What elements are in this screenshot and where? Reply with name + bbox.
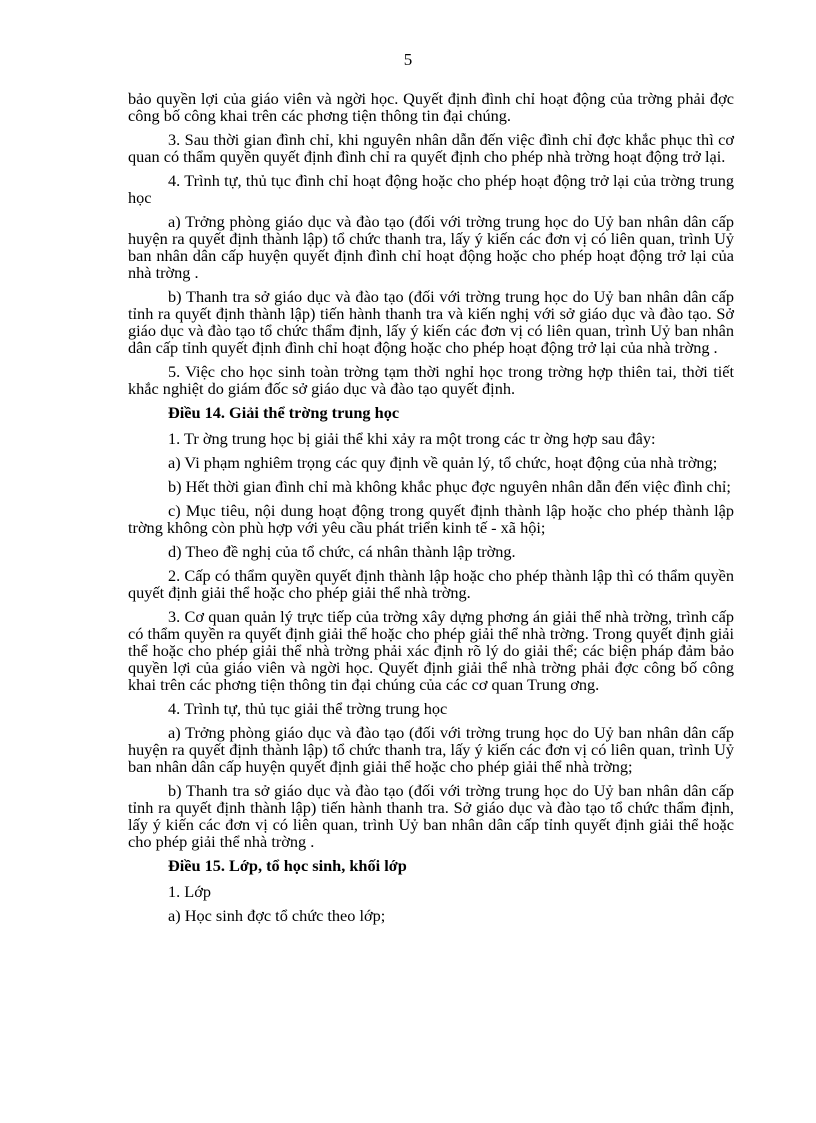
article-heading: Điều 14. Giải thể trờng trung học: [168, 403, 400, 422]
paragraph: 5. Việc cho học sinh toàn trờng tạm thời nghỉ học trong trờng hợp thiên tai, thời tiết khắc nghiệt do giám đốc sở giáo dục và đào tạo quyết định.: [128, 362, 734, 398]
paragraph: 3. Cơ quan quản lý trực tiếp của trờng xây dựng phơng án giải thể nhà trờng, trình cấp có thẩm quyền ra quyết định giải thể hoặc cho phép giải thể nhà trờng. Trong quyết định giải thể hoặc cho phép giải thể nhà trờng phải xác định rõ lý do giải thể; các biện pháp đảm bảo quyền lợi của giáo viên và ngời học. Quyết định giải thể nhà trờng phải đợc công bố công khai trên các phơng tiện thông tin đại chúng của các cơ quan Trung ơng.: [128, 607, 734, 694]
paragraph: 2. Cấp có thẩm quyền quyết định thành lập hoặc cho phép thành lập thì có thẩm quyền quyết định giải thể hoặc cho phép giải thể nhà trờng.: [128, 566, 734, 602]
paragraph: 1. Tr ờng trung học bị giải thể khi xảy ra một trong các tr ờng hợp sau đây:: [168, 429, 656, 448]
paragraph: bảo quyền lợi của giáo viên và ngời học. Quyết định đình chỉ hoạt động của trờng phải đợc công bố công khai trên các phơng tiện thông tin đại chúng.: [128, 89, 734, 125]
paragraph: c) Mục tiêu, nội dung hoạt động trong quyết định thành lập hoặc cho phép thành lập trờng không còn phù hợp với yêu cầu phát triển kinh tế - xã hội;: [128, 501, 734, 537]
paragraph: a) Học sinh đợc tổ chức theo lớp;: [168, 906, 386, 925]
paragraph: 1. Lớp: [168, 882, 211, 901]
paragraph: b) Thanh tra sở giáo dục và đào tạo (đối với trờng trung học do Uỷ ban nhân dân cấp tỉnh ra quyết định thành lập) tiến hành thanh tra. Sở giáo dục và đào tạo tổ chức thẩm định, lấy ý kiến các đơn vị có liên quan, trình Uỷ ban nhân dân cấp tỉnh quyết định giải thể hoặc cho phép giải thể nhà trờng .: [128, 781, 734, 851]
paragraph: b) Thanh tra sở giáo dục và đào tạo (đối với trờng trung học do Uỷ ban nhân dân cấp tỉnh ra quyết định thành lập) tiến hành thanh tra và kiến nghị với sở giáo dục và đào tạo. Sở giáo dục và đào tạo tổ chức thẩm định, lấy ý kiến các đơn vị có liên quan, trình Uỷ ban nhân dân cấp tỉnh quyết định đình chỉ hoạt động hoặc cho phép hoạt động trở lại của nhà trờng .: [128, 287, 734, 357]
paragraph: d) Theo đề nghị của tổ chức, cá nhân thành lập trờng.: [168, 542, 516, 561]
article-heading: Điều 15. Lớp, tổ học sinh, khối lớp: [168, 856, 407, 875]
paragraph: 3. Sau thời gian đình chỉ, khi nguyên nhân dẫn đến việc đình chỉ đợc khắc phục thì cơ quan có thẩm quyền quyết định đình chỉ ra quyết định cho phép nhà trờng hoạt động trở lại.: [128, 130, 734, 166]
paragraph: 4. Trình tự, thủ tục đình chỉ hoạt động hoặc cho phép hoạt động trở lại của trờng trung học: [128, 171, 734, 207]
paragraph: a) Trởng phòng giáo dục và đào tạo (đối với trờng trung học do Uỷ ban nhân dân cấp huyện ra quyết định thành lập) tổ chức thanh tra, lấy ý kiến các đơn vị có liên quan, trình Uỷ ban nhân dân cấp huyện quyết định giải thể hoặc cho phép giải thể nhà trờng;: [128, 723, 734, 776]
paragraph: a) Vi phạm nghiêm trọng các quy định về quản lý, tổ chức, hoạt động của nhà trờng;: [168, 453, 718, 472]
page-number: 5: [403, 50, 413, 69]
paragraph: 4. Trình tự, thủ tục giải thể trờng trung học: [168, 699, 448, 718]
paragraph: a) Trởng phòng giáo dục và đào tạo (đối với trờng trung học do Uỷ ban nhân dân cấp huyện ra quyết định thành lập) tổ chức thanh tra, lấy ý kiến các đơn vị có liên quan, trình Uỷ ban nhân dân cấp huyện quyết định đình chỉ hoạt động hoặc cho phép hoạt động trở lại của nhà trờng .: [128, 212, 734, 282]
paragraph: b) Hết thời gian đình chỉ mà không khắc phục đợc nguyên nhân dẫn đến việc đình chỉ;: [168, 477, 731, 496]
document-body: [128, 90, 734, 931]
